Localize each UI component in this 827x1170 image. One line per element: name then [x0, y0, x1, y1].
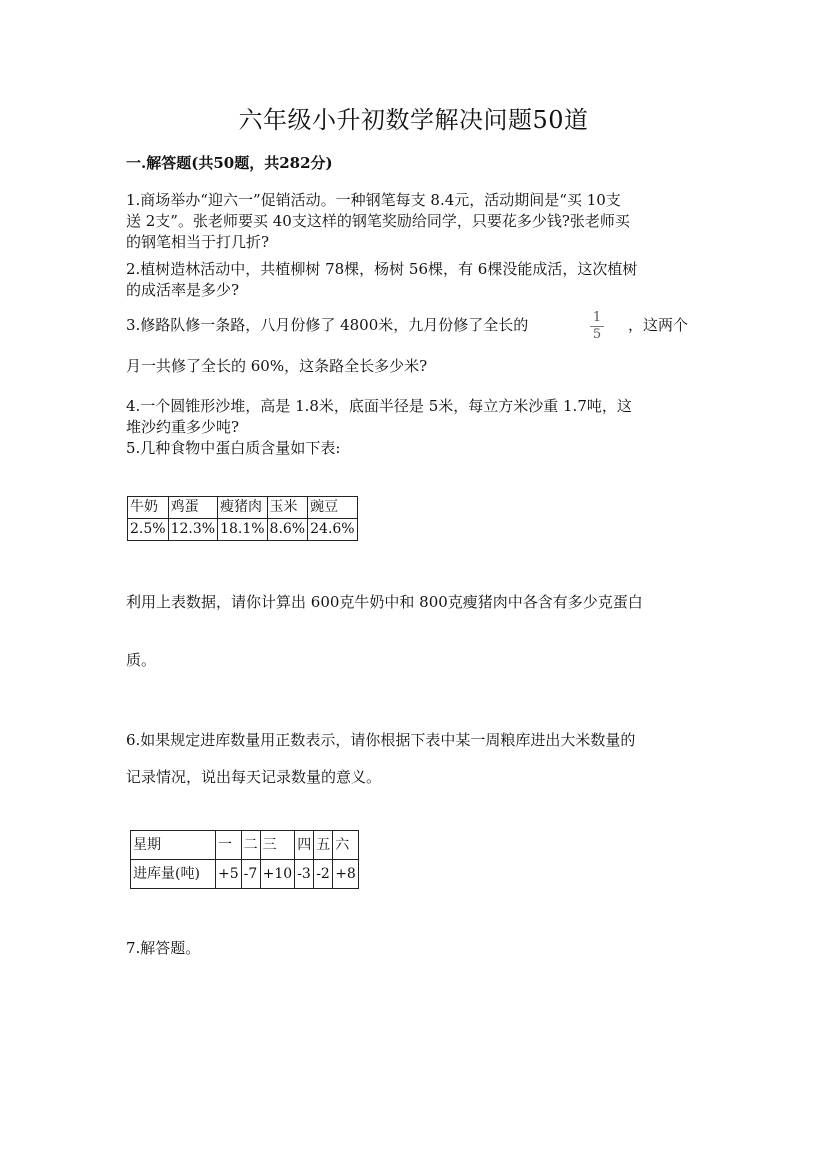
question-2-line-1: 2.植树造林活动中，共植柳树 78棵，杨树 56棵，有 6棵没能成活，这次植树 — [126, 260, 638, 278]
protein-table-cell: 8.6% — [267, 519, 308, 541]
question-2 — [126, 259, 706, 301]
grain-table-header-row — [131, 831, 359, 860]
question-3-line-1 — [126, 315, 706, 336]
protein-table-value-row — [128, 519, 358, 541]
section-heading: 一.解答题(共50题，共282分) — [126, 154, 333, 172]
fraction-denominator: 5 — [592, 327, 602, 342]
question-3-part-2: ，这两个 — [628, 316, 689, 334]
question-1-line-1: 1.商场举办“迎六一”促销活动。一种钢笔每支 8.4元，活动期间是“买 10支 — [126, 191, 621, 209]
question-5-intro: 5.几种食物中蛋白质含量如下表: — [126, 439, 341, 457]
protein-table-header-row — [128, 497, 358, 519]
fraction-one-fifth — [590, 311, 604, 342]
protein-table — [127, 496, 358, 541]
question-4 — [126, 396, 706, 438]
question-4-line-1: 4.一个圆锥形沙堆，高是 1.8米，底面半径是 5米，每立方米沙重 1.7吨，这 — [126, 397, 632, 415]
grain-table-cell: -3 — [295, 860, 314, 889]
protein-table-header: 牛奶 — [128, 497, 169, 519]
protein-table-header: 玉米 — [267, 497, 308, 519]
question-7: 7.解答题。 — [126, 939, 201, 957]
question-2-line-2: 的成活率是多少? — [126, 281, 240, 299]
protein-table-header: 瘦猪肉 — [218, 497, 267, 519]
grain-table-header: 二 — [241, 831, 260, 860]
question-5-line-1: 利用上表数据，请你计算出 600克牛奶中和 800克瘦猪肉中各含有多少克蛋白 — [126, 593, 643, 611]
grain-table-header: 六 — [333, 831, 359, 860]
question-1-line-3: 的钢笔相当于打几折? — [126, 233, 270, 251]
question-1 — [126, 190, 706, 253]
protein-table-cell: 12.3% — [168, 519, 217, 541]
protein-table-cell: 18.1% — [218, 519, 267, 541]
protein-table-cell: 24.6% — [308, 519, 357, 541]
question-5-line-2: 质。 — [126, 651, 157, 669]
fraction-numerator: 1 — [592, 310, 602, 325]
protein-table-header: 豌豆 — [308, 497, 357, 519]
grain-table-cell: +8 — [333, 860, 359, 889]
question-1-line-2: 送 2支”。张老师要买 40支这样的钢笔奖励给同学，只要花多少钱?张老师买 — [126, 212, 630, 230]
protein-table-cell: 2.5% — [128, 519, 169, 541]
grain-table-cell: -7 — [241, 860, 260, 889]
grain-table-value-row — [131, 860, 359, 889]
question-3-line-2: 月一共修了全长的 60%，这条路全长多少米? — [126, 357, 428, 375]
question-6-line-2: 记录情况，说出每天记录数量的意义。 — [126, 768, 382, 786]
grain-table-header: 一 — [216, 831, 242, 860]
grain-table-cell: 进库量(吨) — [131, 860, 216, 889]
page-title: 六年级小升初数学解决问题50道 — [238, 106, 589, 134]
grain-table-header: 三 — [260, 831, 295, 860]
grain-table-cell: -2 — [314, 860, 333, 889]
question-6-line-1: 6.如果规定进库数量用正数表示，请你根据下表中某一周粮库进出大米数量的 — [126, 731, 636, 749]
grain-inventory-table — [130, 830, 359, 889]
grain-table-cell: +10 — [260, 860, 295, 889]
grain-table-header: 五 — [314, 831, 333, 860]
grain-table-header: 四 — [295, 831, 314, 860]
question-3-part-1: 3.修路队修一条路，八月份修了 4800米，九月份修了全长的 — [126, 316, 529, 334]
grain-table-header: 星期 — [131, 831, 216, 860]
protein-table-header: 鸡蛋 — [168, 497, 217, 519]
grain-table-cell: +5 — [216, 860, 242, 889]
question-4-line-2: 堆沙约重多少吨? — [126, 418, 240, 436]
